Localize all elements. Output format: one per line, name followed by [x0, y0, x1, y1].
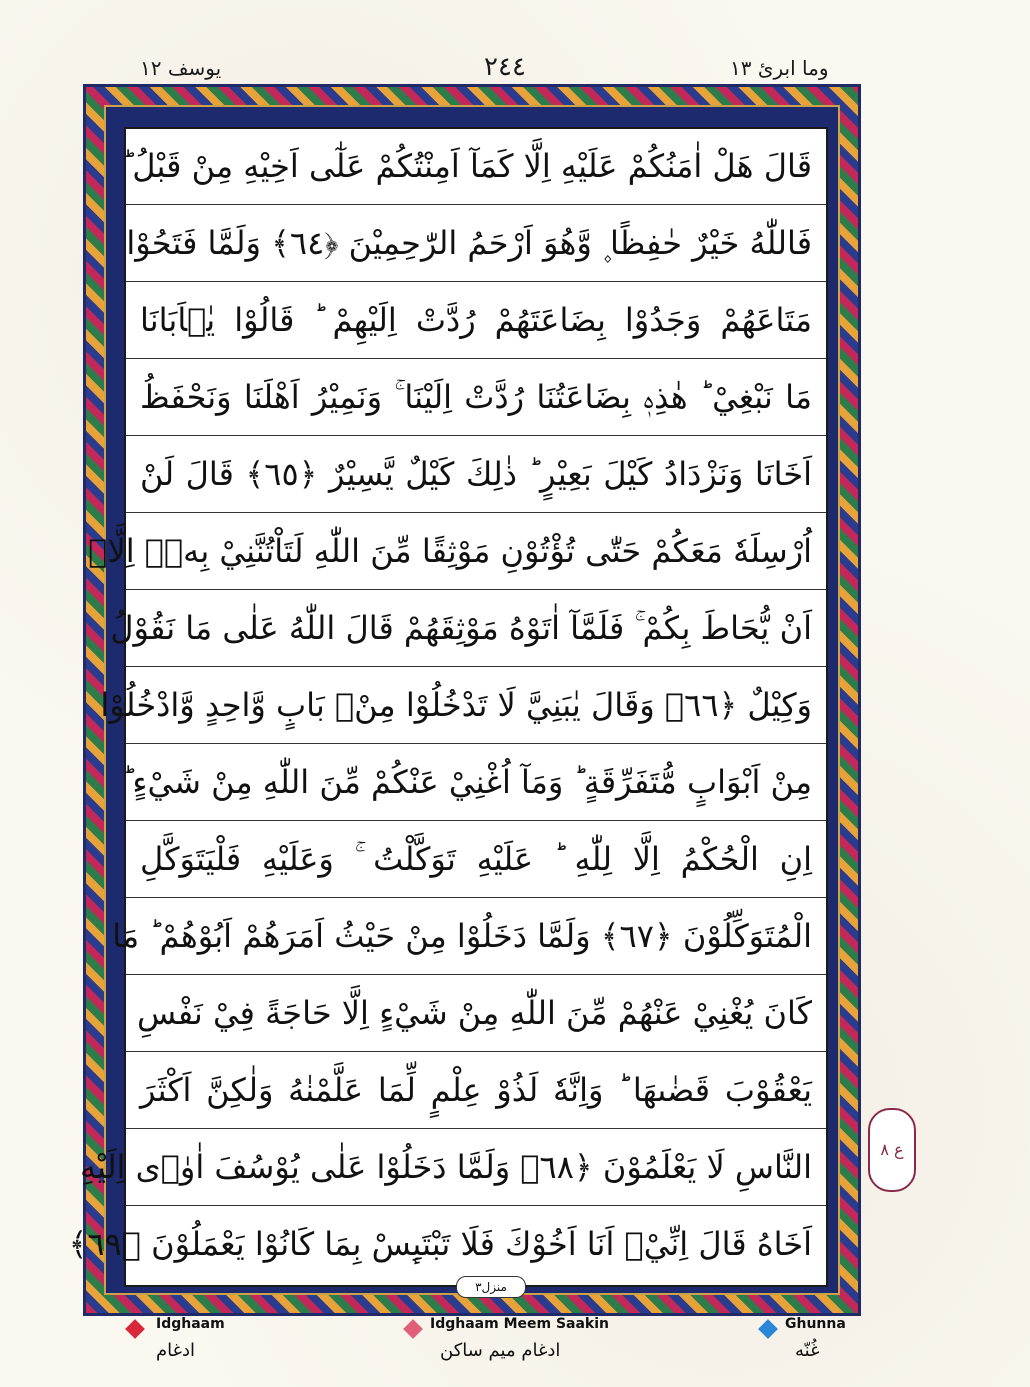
text-line-12: كَانَ يُغْنِيْ عَنْهُمْ مِّنَ اللّٰهِ مِنْ شَيْءٍ اِلَّا حَاجَةً فِيْ نَفْسِ: [126, 976, 826, 1052]
legend-ghunna: [755, 1312, 905, 1382]
text-line-8: وَكِيْلٌ ﴿٦٦﴾ وَقَالَ يٰبَنِيَّ لَا تَدْخُلُوْا مِنْۢ بَابٍ وَّاحِدٍ وَّادْخُلُوْا: [126, 668, 826, 744]
text-line-1: قَالَ هَلْ اٰمَنُكُمْ عَلَيْهِ اِلَّا كَمَآ اَمِنْتُكُمْ عَلٰٓى اَخِيْهِ مِنْ قَبْلُ ؕ: [126, 129, 826, 205]
quran-text-panel: [68, 127, 828, 1287]
legend-idghaam-meem: [400, 1312, 640, 1382]
text-line-7: اَنْ يُّحَاطَ بِكُمْ ۚ فَلَمَّآ اٰتَوْهُ مَوْثِقَهُمْ قَالَ اللّٰهُ عَلٰى مَا نَقُوْلُ: [126, 591, 826, 667]
manzil-marker: منزل٣: [456, 1276, 526, 1298]
text-line-14: النَّاسِ لَا يَعْلَمُوْنَ ﴿٦٨﴾ وَلَمَّا دَخَلُوْا عَلٰى يُوْسُفَ اٰوٰۤى اِلَيْهِ: [126, 1130, 826, 1206]
text-line-13: يَعْقُوْبَ قَضٰىهَا ؕ وَاِنَّهٗ لَذُوْ عِلْمٍ لِّمَا عَلَّمْنٰهُ وَلٰكِنَّ اَكْثَرَ: [126, 1053, 826, 1129]
ruku-side-marker: ع ٨: [868, 1108, 916, 1192]
legend-ghunna-ar: غُنّه: [795, 1340, 820, 1361]
tajweed-legend: [0, 1312, 1030, 1382]
pink-diamond-icon: [403, 1319, 423, 1339]
legend-idghaam-meem-en: Idghaam Meem Saakin: [430, 1316, 610, 1332]
surah-label: يوسف ١٢: [140, 56, 222, 80]
text-line-15: اَخَاهُ قَالَ اِنِّيْۤ اَنَا اَخُوْكَ فَلَا تَبْتَىِٕسْ بِمَا كَانُوْا يَعْمَلُوْنَ ﴿٦٩﴾: [68, 1225, 812, 1263]
para-label: وما ابرئ ١٣: [730, 56, 829, 80]
blue-diamond-icon: [758, 1319, 778, 1339]
legend-idghaam-en: Idghaam: [156, 1316, 225, 1332]
text-line-11: الْمُتَوَكِّلُوْنَ ﴿٦٧﴾ وَلَمَّا دَخَلُوْا مِنْ حَيْثُ اَمَرَهُمْ اَبُوْهُمْ ؕ مَا: [126, 899, 826, 975]
text-line-6: اُرْسِلَهٗ مَعَكُمْ حَتّٰى تُؤْتُوْنِ مَوْثِقًا مِّنَ اللّٰهِ لَتَاْتُنَّنِيْ بِهٖۤ اِلَّاۤ: [126, 514, 826, 590]
page-number: ٢٤٤: [484, 52, 526, 82]
text-line-10: اِنِ الْحُكْمُ اِلَّا لِلّٰهِ ؕ عَلَيْهِ تَوَكَّلْتُ ۚ وَعَلَيْهِ فَلْيَتَوَكَّلِ: [126, 822, 826, 898]
text-line-9: مِنْ اَبْوَابٍ مُّتَفَرِّقَةٍ ؕ وَمَآ اُغْنِيْ عَنْكُمْ مِّنَ اللّٰهِ مِنْ شَيْءٍ ؕ: [126, 745, 826, 821]
legend-idghaam-ar: ادغام: [156, 1340, 196, 1361]
red-diamond-icon: [125, 1319, 145, 1339]
legend-idghaam: [120, 1312, 320, 1382]
text-line-2: فَاللّٰهُ خَيْرٌ حٰفِظًا ۪ وَّهُوَ اَرْحَمُ الرّٰحِمِيْنَ ﴿٦٤﴾ وَلَمَّا فَتَحُوْا: [126, 206, 826, 282]
legend-ghunna-en: Ghunna: [785, 1316, 846, 1332]
text-line-5: اَخَانَا وَنَزْدَادُ كَيْلَ بَعِيْرٍ ؕ ذٰلِكَ كَيْلٌ يَّسِيْرٌ ﴿٦٥﴾ قَالَ لَنْ: [126, 437, 826, 513]
legend-idghaam-meem-ar: ادغام میم ساکن: [440, 1340, 561, 1361]
text-line-3: مَتَاعَهُمْ وَجَدُوْا بِضَاعَتَهُمْ رُدَّتْ اِلَيْهِمْ ؕ قَالُوْا يٰۤاَبَانَا: [126, 283, 826, 359]
text-line-4: مَا نَبْغِيْ ؕ هٰذِهٖ بِضَاعَتُنَا رُدَّتْ اِلَيْنَا ۚ وَنَمِيْرُ اَهْلَنَا وَنَحْفَظُ: [126, 360, 826, 436]
